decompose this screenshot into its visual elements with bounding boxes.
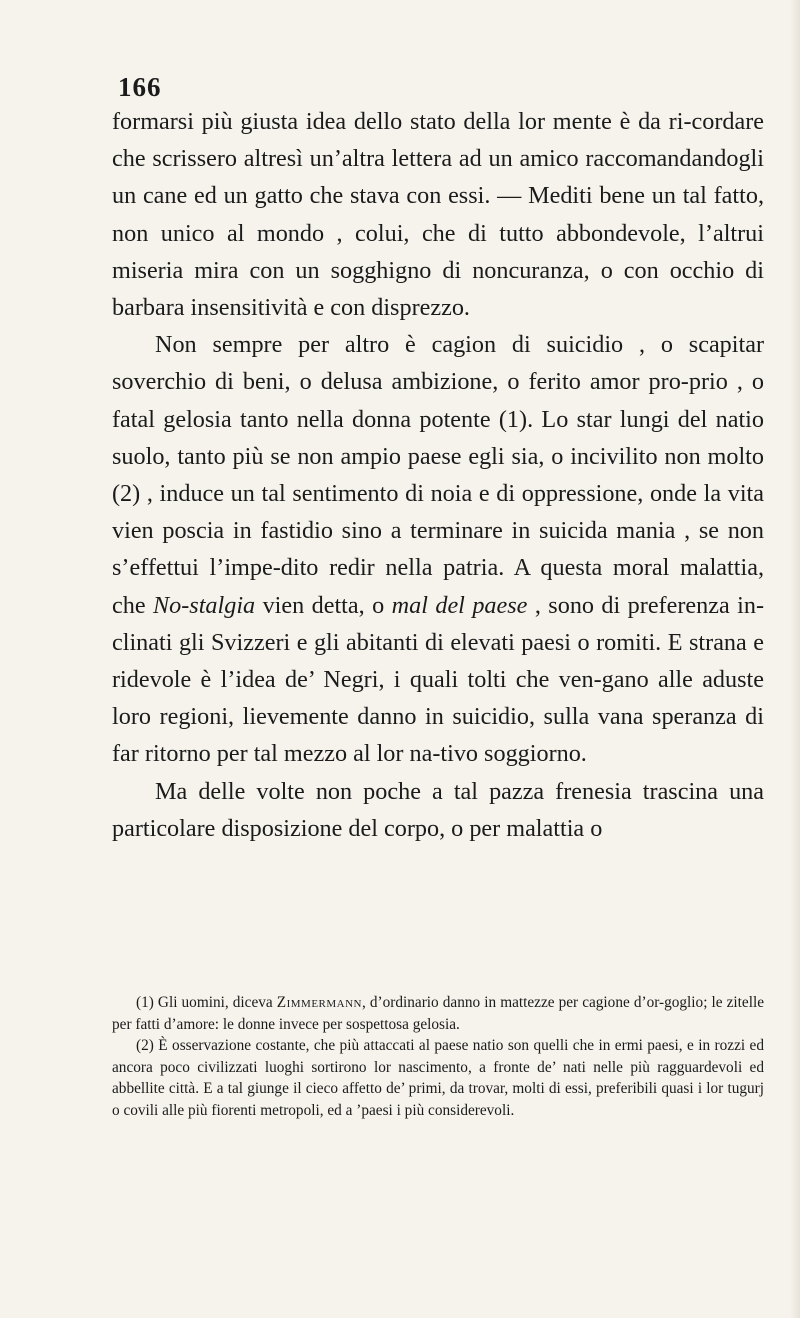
text-segment: formarsi più giusta idea dello stato della lor mente è da ri-cordare che scrissero altresì un’altra lettera ad un amico raccomandandogli un cane ed un gatto che stava con essi. — Mediti bene un tal fatto, non unico al mondo , colui, che di tutto abbondevole, l’altrui miseria mira con un sogghigno di noncuranza, o con occhio di barbara insensitività e con disprezzo. <box>112 108 764 322</box>
text-segment: , d’ordinario danno in mattezze per cagione d’or-goglio; le zitelle per fatti d’amore: le donne invece per sospettosa gelosia. <box>112 994 764 1033</box>
body-text <box>112 103 764 847</box>
text-segment: Ma delle volte non poche a tal pazza frenesia trascina una particolare disposizione del corpo, o per malattia o <box>112 777 764 842</box>
footnote <box>112 1035 764 1121</box>
footnote <box>112 992 764 1035</box>
author-name: Zimmermann <box>276 994 362 1011</box>
page-number: 166 <box>118 72 162 102</box>
italic-term: No-stalgia <box>153 591 256 619</box>
text-segment: , sono di preferenza in-clinati gli Svizzeri e gli abitanti di elevati paesi o romiti. E strana e ridevole è l’idea de’ Negri, i quali tolti che ven-gano alle aduste loro regioni, lievemente danno in suicidio, sulla vana speranza di far ritorno per tal mezzo al lor na-tivo soggiorno. <box>112 591 764 768</box>
page-edge-shadow <box>790 0 800 1318</box>
paragraph <box>112 103 764 326</box>
italic-term: mal del paese <box>391 591 528 619</box>
footnotes <box>112 992 764 1122</box>
text-segment: (2) È osservazione costante, che più attaccati al paese natio son quelli che in ermi paesi, e in rozzi ed ancora poco civilizzati luoghi sortirono lor nascimento, a fronte de’ nati nelle più ragguardevoli ed abbellite città. E a tal giunge il cieco affetto de’ primi, da trovar, molti di essi, preferibili quasi i lor tugurj o covili alle più fiorenti metropoli, ed a ’paesi i più considerevoli. <box>112 1037 764 1119</box>
paragraph <box>112 326 764 772</box>
text-segment: (1) Gli uomini, diceva <box>136 994 277 1011</box>
text-segment: Non sempre per altro è cagion di suicidio , o scapitar soverchio di beni, o delusa ambizione, o ferito amor pro-prio , o fatal gelosia tanto nella donna potente (1). Lo star lungi del natio suolo, tanto più se non ampio paese egli sia, o incivilito non molto (2) , induce un tal sentimento di noia e di oppressione, onde la vita vien poscia in fastidio sino a terminare in suicida mania , se non s’effettui l’impe-dito redir nella patria. A questa moral malattia, che <box>112 331 764 619</box>
paragraph <box>112 773 764 847</box>
text-segment: vien detta, o <box>255 591 392 619</box>
